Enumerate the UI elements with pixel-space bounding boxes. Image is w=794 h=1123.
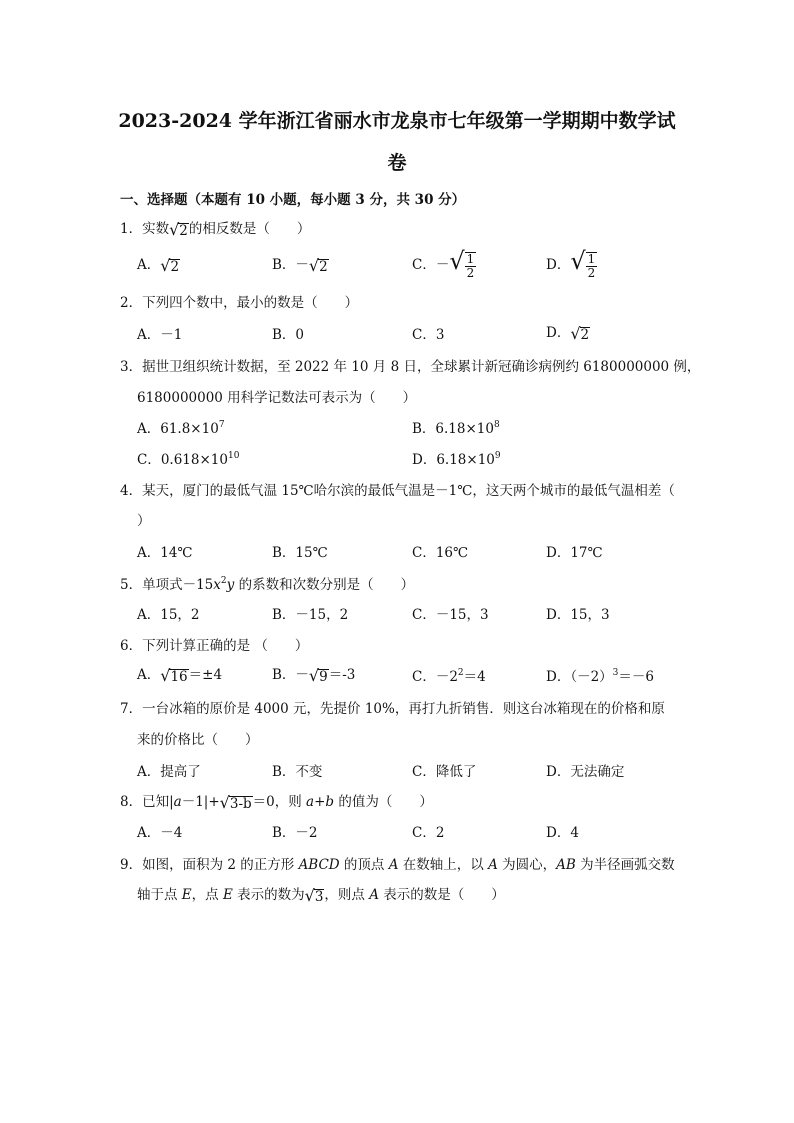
q2-option-d: D．√2	[546, 324, 590, 343]
q5-stem: 5．单项式$-15x^2y$ 的系数和次数分别是（ ）	[120, 576, 415, 593]
q5-option-c: C．－15，3	[412, 607, 489, 623]
q8-stem: 8．已知|a－1|+√3-b＝0，则 a+b 的值为（ ）	[120, 793, 433, 812]
q3-option-b: B．$6.18\times 10^8$	[412, 420, 500, 437]
q8-option-a: A．－4	[137, 825, 183, 841]
q7-option-c: C．降低了	[412, 764, 477, 780]
q8-option-b: B．－2	[272, 825, 318, 841]
q5-option-d: D．15，3	[546, 607, 610, 623]
q9-stem-line2: 轴于点 E，点 E 表示的数为√3，则点 A 表示的数是（ ）	[137, 886, 505, 905]
q2-stem: 2．下列四个数中，最小的数是（ ）	[120, 295, 359, 311]
q4-stem-line2: ）	[137, 513, 151, 529]
q4-option-a: A．14℃	[137, 545, 193, 561]
q3-stem-line1: 3．据世卫组织统计数据，至 2022 年 10 月 8 日，全球累计新冠确诊病例约 6180000000 例，	[120, 359, 701, 375]
q5-option-a: A．15，2	[137, 607, 200, 623]
doc-title-line2: 卷	[387, 152, 407, 174]
q6-stem: 6．下列计算正确的是 （ ）	[120, 638, 309, 654]
q4-option-c: C．16℃	[412, 545, 469, 561]
q6-option-d: D．$(-2)^3=-6$	[546, 668, 654, 685]
q7-option-b: B．不变	[272, 764, 323, 780]
q8-option-d: D．4	[546, 825, 579, 841]
q1-option-d: D．√ $\frac{1}{2}$	[546, 247, 596, 280]
q7-option-d: D．无法确定	[546, 764, 625, 780]
q1-option-c: C．－√ $\frac{1}{2}$	[412, 247, 475, 280]
q3-option-a: A．$61.8\times 10^7$	[137, 420, 225, 437]
q1-option-a: A．√2	[137, 256, 180, 275]
q2-option-a: A．－1	[137, 327, 183, 343]
q6-option-c: C．$-2^2=4$	[412, 668, 486, 685]
q4-option-b: B．15℃	[272, 545, 328, 561]
q1-option-b: B．－√2	[272, 256, 328, 275]
q5-option-b: B．－15，2	[272, 607, 349, 623]
q4-option-d: D．17℃	[546, 545, 603, 561]
q7-stem-line2: 来的价格比（ ）	[137, 732, 259, 748]
q4-stem-line1: 4．某天，厦门的最低气温 15℃哈尔滨的最低气温是－1℃，这天两个城市的最低气温相差（	[120, 483, 675, 499]
q6-option-a: A．√16＝±4	[137, 666, 223, 685]
q7-stem-line1: 7．一台冰箱的原价是 4000 元，先提价 10%，再打九折销售．则这台冰箱现在的价格和原	[120, 701, 665, 717]
q3-option-c: C．$0.618\times 10^{10}$	[137, 451, 240, 468]
q6-option-b: B．－√9＝-3	[272, 666, 356, 685]
q9-stem-line1: 9．如图，面积为 2 的正方形 ABCD 的顶点 A 在数轴上，以 A 为圆心，AB 为半径画弧交数	[120, 857, 675, 873]
q3-option-d: D．$6.18\times 10^9$	[412, 451, 501, 468]
q7-option-a: A．提高了	[137, 764, 201, 780]
q2-option-b: B．0	[272, 327, 305, 343]
q2-option-c: C．3	[412, 327, 445, 343]
section-heading: 一、选择题（本题有 10 小题，每小题 3 分，共 30 分）	[120, 192, 466, 208]
q3-stem-line2: 6180000000 用科学记数法可表示为（ ）	[137, 390, 417, 406]
q8-option-c: C．2	[412, 825, 445, 841]
doc-title-line1: 2023-2024 学年浙江省丽水市龙泉市七年级第一学期期中数学试	[118, 110, 676, 132]
q1-stem: 1．实数√2的相反数是（ ）	[120, 220, 311, 239]
